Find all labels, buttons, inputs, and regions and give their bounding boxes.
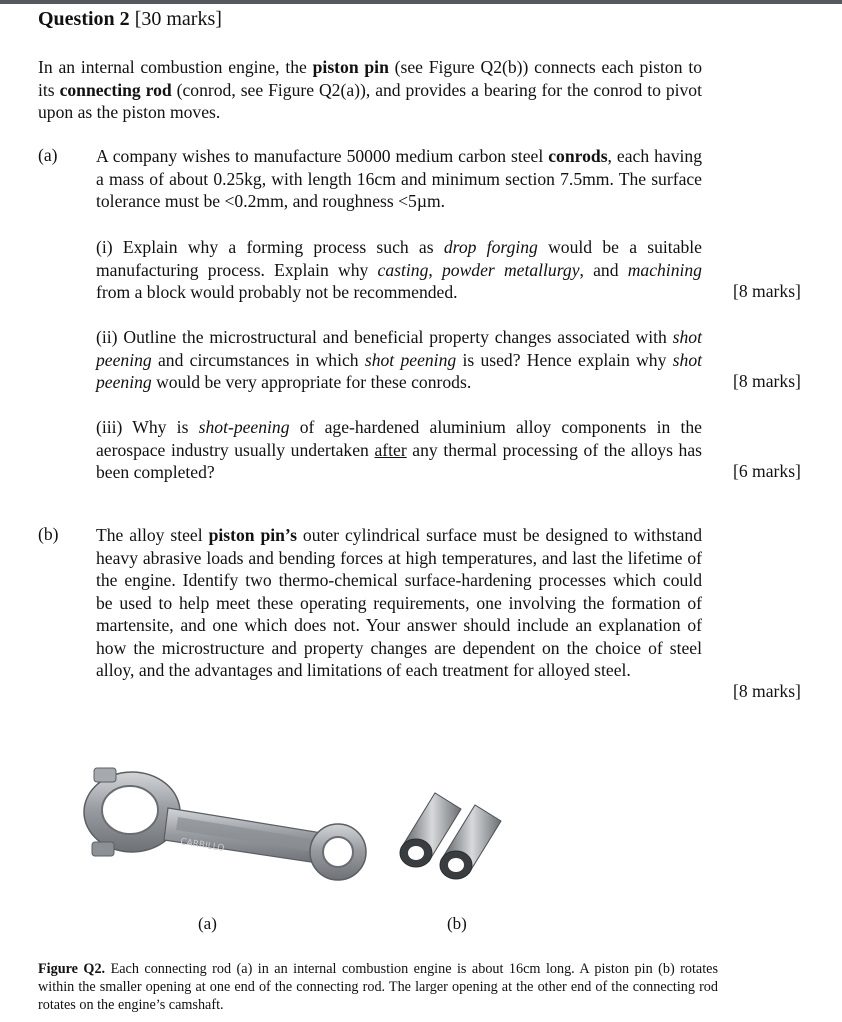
emph: shot peening (96, 349, 703, 392)
text: , and (579, 259, 628, 280)
intro-bold-connecting-rod: connecting rod (59, 79, 172, 100)
text: any thermal processing of the alloys has been completed? (96, 439, 702, 482)
text: would be a suitable manufacturing process. Explain why (96, 237, 702, 280)
figure-caption-label: Figure Q2. (38, 961, 106, 977)
bold-piston-pin: piston pin’s (208, 525, 297, 545)
text: would be very appropriate for these conrods. (151, 372, 472, 392)
emph: shot-peening (198, 417, 290, 437)
piston-pins-image (395, 775, 505, 895)
part-a-text-2: , each having a mass of about 0.25kg, with length 16cm and minimum section 7.5mm. The surface tolerance must be <0.2mm, and roughness <5µm. (96, 146, 702, 211)
emph: powder metallurgy (441, 259, 580, 280)
intro-text: (conrod, see Figure Q2(a)), and provides a bearing for the conrod to pivot upon as the piston moves. (38, 79, 702, 122)
top-border (0, 0, 842, 4)
text: (iii) Why is (96, 417, 199, 437)
text: is used? Hence explain why (456, 349, 673, 370)
text: The alloy steel (96, 525, 209, 545)
intro-paragraph (38, 56, 702, 124)
text: from a block would probably not be recommended. (96, 282, 458, 302)
emph: casting (377, 259, 429, 280)
question-total-marks: [30 marks] (134, 8, 222, 30)
part-a-iii (96, 416, 702, 484)
part-a-label: (a) (38, 145, 58, 165)
part-a-ii-marks: [8 marks] (733, 371, 801, 391)
figure-label-b: (b) (447, 914, 467, 933)
emph: machining (627, 259, 702, 280)
intro-text: (see Figure Q2(b)) connects each piston to its (38, 57, 702, 100)
connecting-rod-image (80, 760, 370, 890)
part-a-ii (96, 326, 702, 394)
part-a-i (96, 236, 702, 304)
emph: drop forging (443, 237, 538, 257)
text: and circumstances in which (151, 349, 365, 370)
question-title (38, 8, 222, 31)
part-b-label: (b) (38, 524, 59, 544)
figure-caption-text: Each connecting rod (a) in an internal combustion engine is about 16cm long. A piston pin (b) rotates within the smaller opening at one end of the connecting rod. The larger opening at the other end of the connecting rod rotates on the engine’s camshaft. (38, 961, 718, 1013)
part-a-i-marks: [8 marks] (733, 281, 801, 301)
text: (ii) Outline the microstructural and beneficial property changes associated with (96, 327, 673, 347)
part-a-iii-marks: [6 marks] (733, 461, 801, 481)
emph: shot peening (364, 349, 457, 370)
part-a-text (96, 145, 702, 213)
figure-caption (38, 960, 718, 1014)
part-a-text-1: A company wishes to manufacture 50000 medium carbon steel (96, 146, 549, 166)
underlined-after: after (374, 439, 407, 460)
question-number: Question 2 (38, 8, 130, 30)
text: of age-hardened aluminium alloy components in the aerospace industry usually undertaken (96, 417, 702, 460)
text: (i) Explain why a forming process such as (96, 237, 444, 257)
rod-brand-text: CARRILLO (179, 837, 225, 854)
part-a-bold-conrods: conrods (548, 146, 608, 166)
figure-label-a: (a) (198, 914, 217, 933)
emph: shot peening (96, 327, 702, 370)
intro-bold-piston-pin: piston pin (312, 57, 389, 77)
part-b-marks: [8 marks] (733, 681, 801, 701)
text: outer cylindrical surface must be designed to withstand heavy abrasive loads and bending forces at high temperatures, and last the lifetime of the engine. Identify two thermo-chemical surface-hardening processes which could be used to help meet these operating requirements, one involving the formation of martensite, and one which does not. Your answer should include an explanation of how the microstructure and property changes are dependent on the choice of steel alloy, and the advantages and limitations of each treatment for alloyed steel. (96, 525, 703, 680)
part-b-text (96, 524, 702, 682)
text: , (428, 259, 442, 280)
intro-text: In an internal combustion engine, the (38, 57, 313, 77)
